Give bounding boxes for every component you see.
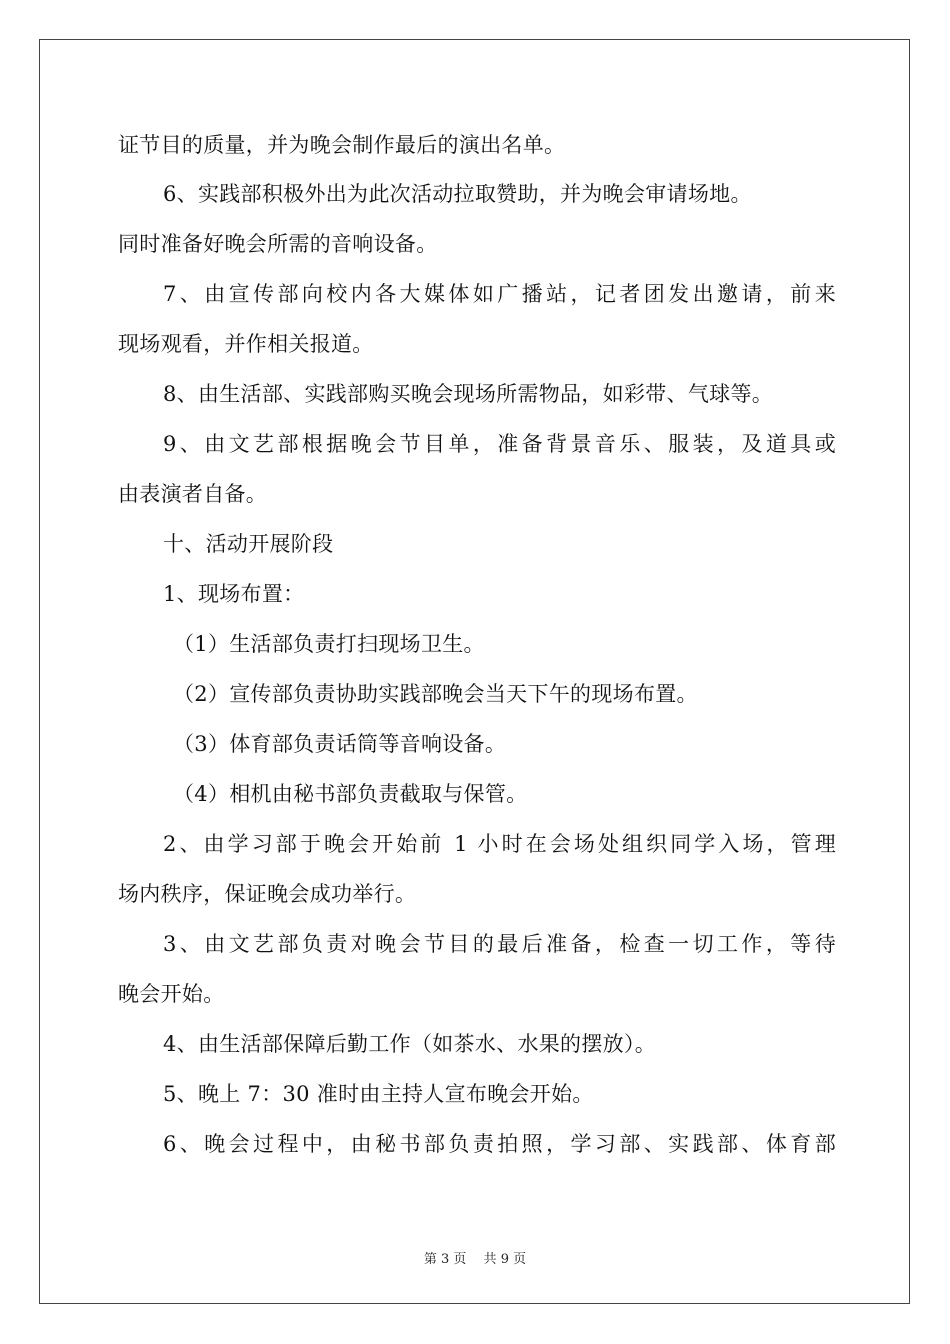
text-line: （1）生活部负责打扫现场卫生。 (173, 632, 485, 656)
text-line: 晚会开始。 (118, 982, 225, 1006)
text-line: 8、由生活部、实践部购买晚会现场所需物品，如彩带、气球等。 (163, 382, 774, 406)
text-line: （2）宣传部负责协助实践部晚会当天下午的现场布置。 (173, 682, 698, 706)
text-line: 证节目的质量，并为晚会制作最后的演出名单。 (118, 133, 566, 157)
text-line: 同时准备好晚会所需的音响设备。 (118, 232, 438, 256)
text-line: 7、由宣传部向校内各大媒体如广播站，记者团发出邀请，前来 (163, 282, 836, 306)
text-line: 2、由学习部于晚会开始前 1 小时在会场处组织同学入场，管理 (163, 832, 836, 856)
text-line: 5、晚上 7：30 准时由主持人宣布晚会开始。 (163, 1082, 594, 1106)
section-heading: 十、活动开展阶段 (163, 532, 334, 556)
text-line: 现场观看，并作相关报道。 (118, 332, 374, 356)
text-line: 4、由生活部保障后勤工作（如茶水、水果的摆放）。 (163, 1032, 657, 1056)
text-line: 9、由文艺部根据晚会节目单，准备背景音乐、服装，及道具或 (163, 432, 836, 456)
text-line: 1、现场布置： (163, 582, 305, 606)
text-line: 由表演者自备。 (118, 482, 268, 506)
text-line: 6、实践部积极外出为此次活动拉取赞助，并为晚会审请场地。 (163, 182, 752, 206)
text-line: （3）体育部负责话筒等音响设备。 (173, 732, 507, 756)
page-number-footer: 第 3 页 共 9 页 (423, 1252, 527, 1267)
text-line: 6、晚会过程中，由秘书部负责拍照，学习部、实践部、体育部 (163, 1132, 836, 1156)
text-line: 场内秩序，保证晚会成功举行。 (118, 882, 417, 906)
text-line: （4）相机由秘书部负责截取与保管。 (173, 782, 528, 806)
text-line: 3、由文艺部负责对晚会节目的最后准备，检查一切工作，等待 (163, 932, 836, 956)
